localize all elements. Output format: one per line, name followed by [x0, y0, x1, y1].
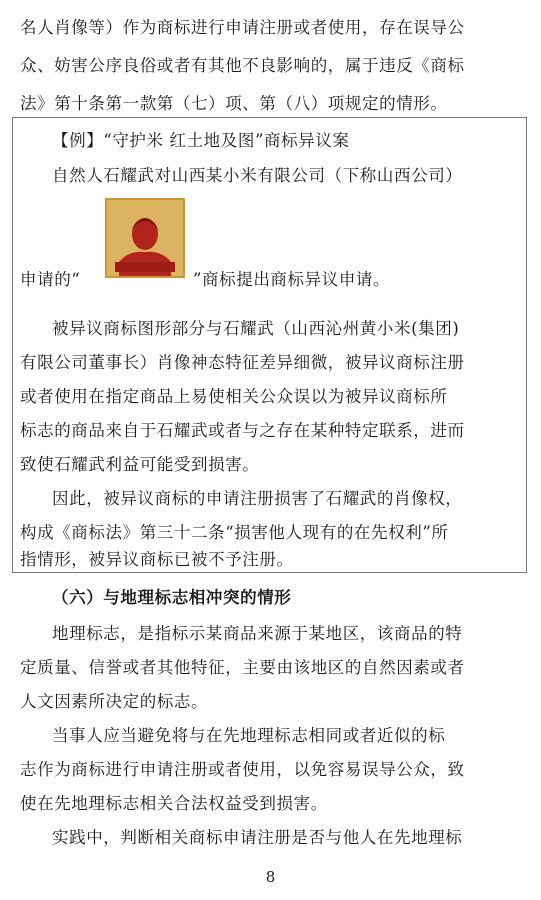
paragraph-line: 地理标志，是指标示某商品来源于某地区，该商品的特: [52, 624, 463, 643]
paragraph-line: 人文因素所决定的标志。: [20, 692, 209, 711]
paragraph-line: 使在先地理标志相关合法权益受到损害。: [20, 794, 328, 813]
paragraph-line: 实践中，判断相关商标申请注册是否与他人在先地理标: [52, 828, 463, 847]
paragraph-line: 名人肖像等）作为商标进行申请注册或者使用，存在误导公: [20, 18, 465, 37]
trademark-logo-image: [105, 198, 185, 278]
example-line: 致使石耀武利益可能受到损害。: [20, 455, 260, 474]
example-apply-prefix: 申请的“: [20, 270, 81, 289]
example-line: 标志的商品来自于石耀武或者与之存在某种特定联系，进而: [20, 421, 465, 440]
example-line: 构成《商标法》第三十二条“损害他人现有的在先权利”所: [20, 523, 449, 542]
paragraph-line: 志作为商标进行申请注册或者使用，以免容易误导公众，致: [20, 760, 465, 779]
example-heading: 【例】“守护米 红土地及图”商标异议案: [52, 131, 350, 150]
example-apply-suffix: ”商标提出商标异议申请。: [193, 270, 391, 289]
section-heading: （六）与地理标志相冲突的情形: [52, 588, 292, 607]
paragraph-line: 法》第十条第一款第（七）项、第（八）项规定的情形。: [20, 94, 448, 113]
paragraph-line: 当事人应当避免将与在先地理标志相同或者近似的标: [52, 726, 446, 745]
example-line: 有限公司董事长）肖像神态特征差异细微，被异议商标注册: [20, 353, 465, 372]
example-line: 指情形，被异议商标已被不予注册。: [20, 550, 294, 569]
paragraph-line: 众、妨害公序良俗或者有其他不良影响的，属于违反《商标: [20, 56, 465, 75]
example-line: 自然人石耀武对山西某小米有限公司（下称山西公司）: [52, 166, 463, 185]
example-line: 因此，被异议商标的申请注册损害了石耀武的肖像权，: [52, 489, 463, 508]
page-number: 8: [265, 868, 276, 886]
example-line: 或者使用在指定商品上易使相关公众误以为被异议商标所: [20, 387, 448, 406]
paragraph-line: 定质量、信誉或者其他特征，主要由该地区的自然因素或者: [20, 658, 465, 677]
example-line: 被异议商标图形部分与石耀武（山西沁州黄小米(集团): [52, 319, 460, 338]
